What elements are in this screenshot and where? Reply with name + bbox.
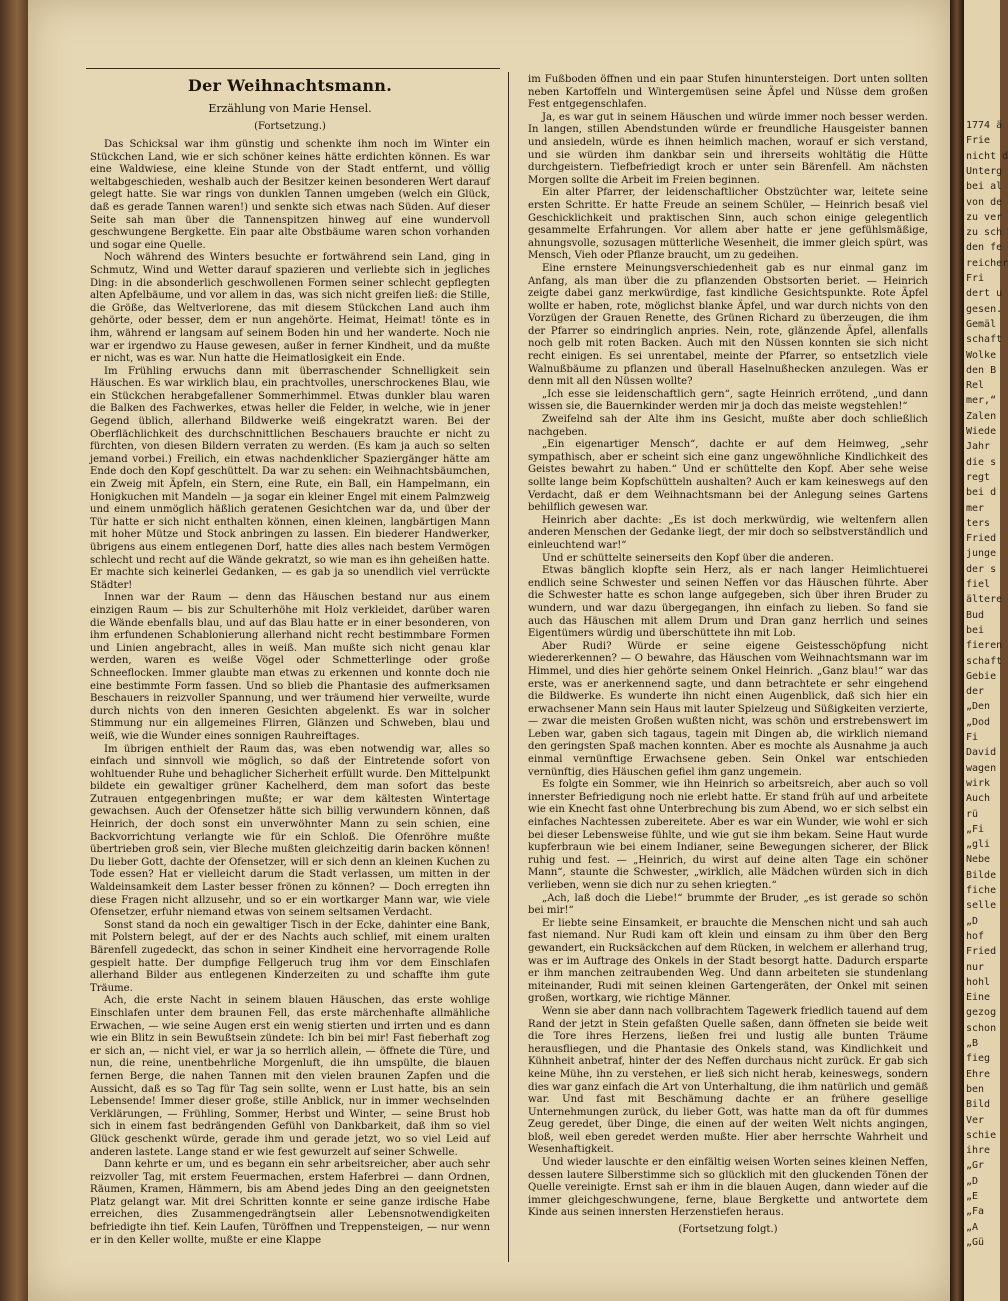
- to-be-continued: (Fortsetzung folgt.): [678, 1224, 778, 1236]
- article-subtitle: Erzählung von Marie Hensel.: [208, 102, 372, 115]
- paragraph: Im Frühling erwuchs dann mit überraschender Schnelligkeit sein Häuschen. Es war wirklich blau, ein prachtvolles, unerschrockenes Blau, wie ein Stückchen herabgefallener Sommerhimmel. Etwas dunkler blau waren die Balken des Fachwerkes, etwas heller die Felder, in welche, wie in jener Gegend üblich, allerhand Bildwerke weiß eingekratzt waren. Bei der Oberflächlichkeit des durchschnittlichen Beschauers brauchte er nicht zu fürchten, von diesen Bildern verraten zu werden. (Es kam ja auch so selten jemand vorbei.) Freilich, ein etwas nachdenklicher Spaziergänger hätte am Ende doch den Kopf geschüttelt. Da war zu sehen: ein Weihnachtsbäumchen, ein Zweig mit Äpfeln, ein Stern, eine Rute, ein Ball, ein Hampelmann, ein Honigkuchen mit Mandeln — ja sogar ein kleiner Engel mit einem Palmzweig und einem unmöglich häßlich geratenen Gesichtchen war da, und über der Tür hatte er sich nicht enthalten können, einen kleinen, langbärtigen Mann mit hoher Mütze und Stock anbringen zu lassen. Ein biederer Handwerker, übrigens aus einem entlegenen Dorf, hatte dies alles nach bestem Vermögen schlecht und recht auf die Wände gekratzt, so wie man es ihn geheißen hatte. Er machte sich keinerlei Gedanken, — es gab ja so unendlich viel verrückte Städter!: [90, 365, 490, 591]
- paragraph: Heinrich aber dachte: „Es ist doch merkwürdig, wie weltenfern allen anderen Menschen der Gedanke liegt, der mir doch so selbstverständlich und einleuchtend war!“: [528, 514, 928, 551]
- adjacent-page-fragment: 1774 ä: [966, 120, 1003, 131]
- adjacent-page-fragment: bei: [966, 624, 985, 636]
- adjacent-page-fragment: hohl: [966, 976, 991, 988]
- adjacent-page-fragment: von de: [966, 196, 1003, 208]
- left-column: [90, 74, 490, 1254]
- adjacent-page-fragment: ihre: [966, 1145, 991, 1157]
- adjacent-page-fragment: Gebie: [966, 670, 997, 682]
- paragraph: im Fußboden öffnen und ein paar Stufen hinuntersteigen. Dort unten sollten neben Kartoffeln und Wintergemüsen seine Äpfel und Nüsse dem großen Fest entgegenschlafen.: [528, 74, 928, 111]
- adjacent-page-fragment: gezog: [966, 1007, 997, 1019]
- adjacent-page-fragment: schon: [966, 1022, 997, 1034]
- paragraph: Zweifelnd sah der Alte ihm ins Gesicht, mußte aber doch schließlich nachgeben.: [528, 414, 928, 438]
- adjacent-page-fragment: rü: [966, 808, 979, 820]
- right-column: [528, 74, 928, 1254]
- adjacent-page-fragment: mer: [966, 502, 985, 514]
- continuation-note: (Fortsetzung.): [254, 121, 326, 132]
- adjacent-page-fragment: „E: [966, 1191, 979, 1202]
- paragraph: Im übrigen enthielt der Raum das, was eben notwendig war, alles so einfach und sinnvoll wie möglich, so daß der Eintretende sofort von wohltuender Ruhe und behaglicher Sicherheit erfüllt wurde. Den Mittelpunkt bildete ein gewaltiger grüner Kachelherd, dem man sofort das beste Zutrauen entgegenbringen mußte; er war dem kältesten Wintertage gewachsen. Auch der Ofensetzer hätte sich billig verwundern können, daß Heinrich, der doch sonst ein unverwöhnter Mann zu sein schien, eine Backvorrichtung verlangte wie für ein Schloß. Die Ofenröhre mußte übertrieben groß sein, vier Bleche mußten gleichzeitig darin backen können! Du lieber Gott, dachte der Ofensetzer, will er sich denn an kleinen Kuchen zu Tode essen? Hat er vielleicht darum die Stadt verlassen, um mitten in der Waldeinsamkeit dem Laster besser frönen zu können? — Doch erregten ihn diese Fragen nicht allzusehr, und so er ein wortkarger Mann war, wie viele Ofensetzer, erfuhr niemand etwas von seinem seltsamen Verdacht.: [90, 743, 490, 919]
- adjacent-page-fragment: wagen: [966, 762, 997, 774]
- adjacent-page-fragment: selle: [966, 900, 997, 912]
- adjacent-page-fragment: reicher: [966, 257, 1008, 269]
- paragraph: Es folgte ein Sommer, wie ihn Heinrich so arbeitsreich, aber auch so voll innerster Befriedigung noch nie erlebt hatte. Er stand früh auf und arbeitete wie ein Knecht fast ohne Unterbrechung bis zum Abend, wo er sich selbst ein einfaches Nachtessen zubereitete. Aber es war ein Wunder, wie wohl er sich bei dieser Lebensweise fühlte, und wie gut sie ihm bekam. Seine Haut wurde kupferbraun wie bei einem Indianer, seine Bewegungen sicherer, der Blick ruhig und fest. — „Heinrich, du wirst auf deine alten Tage ein schöner Mann“, staunte die Schwester, „wirklich, alle Mädchen würden sich in dich verlieben, wenn sie dich nur zu sehen kriegten.“: [528, 779, 928, 891]
- adjacent-page-fragment: Bud: [966, 609, 985, 621]
- column-divider: [508, 72, 509, 1262]
- adjacent-page-fragment: fieg: [966, 1053, 991, 1065]
- page-gutter: [950, 0, 964, 1301]
- adjacent-page-fragment: zu ver: [966, 211, 1003, 223]
- adjacent-page-fragment: „B: [966, 1038, 979, 1049]
- adjacent-page-fragment: „gli: [966, 839, 991, 851]
- adjacent-page-fragment: Gemäl: [966, 318, 997, 330]
- adjacent-page-fragment: Bild: [966, 1099, 991, 1111]
- adjacent-page-fragment: „Fa: [966, 1206, 985, 1218]
- adjacent-page-fragment: regt: [966, 471, 991, 483]
- adjacent-page-fragment: Wolke: [966, 349, 997, 361]
- paragraph: Eine ernstere Meinungsverschiedenheit gab es nur einmal ganz im Anfang, als man über die zu pflanzenden Obstsorten beriet. — Heinrich zeigte dabei ganz merkwürdige, fast kindliche Gesichtspunkte. Rote Äpfel wollte er haben, rote, möglichst blanke Äpfel, und war durch nichts von den Vorzügen der Grauen Renette, des Grünen Richard zu überzeugen, die ihm der Pfarrer so eindringlich anpries. Nein, rote, glänzende Äpfel, allenfalls noch gelb mit roten Backen. Auch mit den Nüssen konnten sie sich nicht recht einigen. Es sei unrentabel, meinte der Pfarrer, so entsetzlich viele Walnußbäume zu pflanzen und überall Haselnußhecken anzulegen. Was er denn mit all den Nüssen wollte?: [528, 262, 928, 388]
- adjacent-page-fragment: den fe: [966, 242, 1003, 254]
- adjacent-page-fragment: Fri: [966, 273, 985, 284]
- adjacent-page-fragment: Rel: [966, 380, 985, 392]
- adjacent-page-fragment: fiel: [966, 579, 991, 590]
- adjacent-page-fragment: Eine: [966, 992, 991, 1004]
- header-rule: [86, 68, 500, 69]
- adjacent-page-fragment: dert u: [966, 288, 1003, 300]
- paragraph: Und er schüttelte seinerseits den Kopf über die anderen.: [542, 552, 834, 564]
- adjacent-page-fragment: wirk: [966, 777, 991, 789]
- adjacent-page-fragment: Fried: [966, 533, 997, 545]
- adjacent-page-fragment: Ver: [966, 1114, 985, 1126]
- adjacent-page-fragment: junge: [966, 548, 997, 560]
- adjacent-page-fragment: schaft: [966, 655, 1003, 667]
- adjacent-page-fragment: Wiede: [966, 426, 997, 437]
- paragraph: Ein alter Pfarrer, der leidenschaftlicher Obstzüchter war, leitete seine ersten Schritte. Er hatte Freude an seinem Schüler, — Heinrich besaß viel Geschicklichkeit und praktischen Sinn, auch schon einige gelegentlich gesammelte Erfahrungen. Vor allem aber hatte er jene gefühlsmäßige, ahnungsvolle, sozusagen mütterliche Wesenheit, die immer gleich spürt, was Mensch, Vieh oder Pflanze braucht, um zu gedeihen.: [528, 187, 928, 262]
- adjacent-page-edge: [964, 0, 1008, 1301]
- adjacent-page-fragment: „Gr: [966, 1160, 985, 1172]
- paragraph: „Ach, laß doch die Liebe!“ brummte der Bruder, „es ist gerade so schön bei mir!“: [528, 892, 928, 917]
- book-binding: [0, 0, 28, 1301]
- paragraph: Er liebte seine Einsamkeit, er brauchte die Menschen nicht und sah auch fast niemand. Nur Rudi kam oft klein und einsam zu ihm über den Berg gewandert, ein Rucksäckchen auf dem Rücken, in welchem er allerhand trug, was er im Auftrage des Onkels in der Stadt besorgt hatte. Dadurch ersparte er ihm manchen zeitraubenden Weg. Und dann arbeiteten sie stundenlang miteinander, Rudi mit seinen kleinen Gartengeräten, der Onkel mit seinen großen, wortkarg, wie richtige Männer.: [528, 917, 928, 1005]
- adjacent-page-fragment: Jahr: [966, 441, 991, 453]
- adjacent-page-fragment: fiche: [966, 885, 997, 896]
- paragraph: Ja, es war gut in seinem Häuschen und würde immer noch besser werden. In langen, stillen Abendstunden würde er freundliche Hausgeister bannen und ansiedeln, würde es ihnen heimlich machen, worauf er sich verstand, und sie würden ihm dankbar sein und ihrerseits wohltätig die Hütte durchgeistern. Tiefbefriedigt kroch er unter sein Bärenfell. Am nächsten Morgen sollte die Arbeit im Freien beginnen.: [528, 111, 928, 186]
- adjacent-page-fragment: „Fi: [966, 823, 985, 835]
- adjacent-page-fragment: „D: [966, 915, 979, 927]
- paragraph: „Ein eigenartiger Mensch“, dachte er auf dem Heimweg, „sehr sympathisch, aber er scheint sich eine ganz ungewöhnliche Kindlichkeit des Geistes bewahrt zu haben.“ Und er schüttelte den Kopf. Aber sehe weise sollte lange beim Kopfschütteln aushalten? Auch er kam keineswegs auf den Verdacht, daß er dem Weihnachtsmann bei der Anlegung seines Gartens behilflich gewesen war.: [528, 439, 928, 514]
- adjacent-page-fragment: schaft: [966, 334, 1003, 346]
- adjacent-page-fragment: nicht d: [966, 150, 1008, 162]
- adjacent-page-fragment: der s: [966, 563, 997, 575]
- adjacent-page-fragment: nur: [966, 961, 985, 973]
- paragraph: Wenn sie aber dann nach vollbrachtem Tagewerk friedlich tauend auf dem Rand der jetzt in Stein gefaßten Quelle saßen, dann öffneten sie beide weit die Tore ihres Herzens, ließen frei und lustig alle bunten Träume herausfliegen, und die Phantasie des Onkels stand, was Kindlichkeit und Kühnheit anbetraf, hinter der des Neffen durchaus nicht zurück. Er gab sich keine Mühe, ihn zu verstehen, er ließ sich nicht herab, keineswegs, sondern dies war ganz einfach die Art von Unterhaltung, die ihm natürlich und gemäß war. Und fast mit Beschämung dachte er an frühere gesellige Unternehmungen zurück, du lieber Gott, was hatte man da oft für dummes Zeug geredet, über Dinge, die einen auf der weiten Welt nichts angingen, bloß, weil eben geredet werden mußte. Hier aber herrschte Wahrheit und Wesenhaftigkeit.: [528, 1005, 928, 1156]
- adjacent-page-fragment: bei d: [966, 487, 997, 499]
- adjacent-page-fragment: hof: [966, 930, 985, 942]
- article-title: Der Weihnachtsmann.: [187, 76, 393, 95]
- adjacent-page-fragment: Nebe: [966, 854, 991, 866]
- adjacent-page-fragment: Ehre: [966, 1068, 991, 1080]
- adjacent-page-fragment: „A: [966, 1221, 979, 1233]
- adjacent-page-fragment: den B: [966, 364, 997, 376]
- adjacent-page-fragment: Frie: [966, 135, 991, 147]
- adjacent-page-fragment: die s: [966, 456, 997, 468]
- paragraph: Noch während des Winters besuchte er fortwährend sein Land, ging in Schmutz, Wind und Wetter darauf spazieren und verliebte sich in jegliches Ding: in die absonderlich geschwollenen Formen seiner schlecht gepflegten alten Apfelbäume, und vor allem in das, was sich nicht greifen ließ: die Stille, die Größe, das Weltverlorene, das mit diesem Stückchen Land auch ihm gehörte, oder besser, dem er nun angehörte. Heimat, Heimat! tönte es in ihm, während er langsam auf seinem Boden hin und her wanderte. Noch nie war er irgendwo zu Hause gewesen, außer in ferner Kindheit, und da mußte er nicht, was es war. Nun hatte die Heimatlosigkeit ein Ende.: [90, 252, 490, 365]
- adjacent-page-fragment: zu sch: [966, 227, 1003, 239]
- adjacent-page-fragment: David: [966, 747, 997, 759]
- adjacent-page-fragment: gesen.: [966, 303, 1003, 315]
- adjacent-page-fragment: Auch: [966, 793, 991, 805]
- paragraph: Dann kehrte er um, und es begann ein sehr arbeitsreicher, aber auch sehr reizvoller Tag, mit erstem Feuermachen, erstem Haferbrei — dann Ordnen, Räumen, Kramen, Hämmern, bis am Abend jedes Ding an den geeignetsten Platz gelangt war. Mit drei Schritten konnte er seine ganze irdische Habe erreichen, dies Zusammengedrängtsein aller Lebensnotwendigkeiten befriedigte ihn tief. Kein Laufen, Türöffnen und Treppensteigen, — nur wenn er in den Keller wollte, mußte er eine Klappe: [90, 1159, 490, 1246]
- adjacent-page-fragment: mer,“: [966, 395, 997, 407]
- adjacent-page-fragment: Bilde: [966, 869, 997, 881]
- paragraph: Und wieder lauschte er den einfältig weisen Worten seines kleinen Neffen, dessen lautere Silberstimme sich so glücklich mit den gluckenden Tönen der Quelle vereinigte. Ernst sah er ihm in die blauen Augen, dann wieder auf die immer gleichgeschwungene, ferne, blaue Bergkette und antwortete dem Kinde aus seinen innersten Herzenstiefen heraus.: [528, 1157, 928, 1219]
- paragraph: Aber Rudi? Würde er seine eigene Geistesschöpfung nicht wiedererkennen? — O bewahre, das Häuschen vom Weihnachtsmann war im Himmel, und dies hier gehörte seinem Onkel Heinrich. „Ganz blau!“ war das erste, was er anerkennend sagte, und dann betrachtete er sehr eingehend die Bildwerke. Es wunderte ihn nicht einen Augenblick, daß sich hier ein erwachsener Mann sein Haus mit lauter Spielzeug und Süßigkeiten verzierte, — zwar die meisten Großen wußten nicht, was schön und erstrebenswert im Leben war, gaben sich tagaus, tagein mit Dingen ab, die wirklich niemand den geringsten Spaß machen konnten. Aber es mochte als Ausnahme ja auch einmal vernünftige Erwachsene geben. Sein Onkel war entschieden vernünftig, dies Häuschen gefiel ihm ganz ungemein.: [528, 640, 928, 778]
- adjacent-page-fragment: Zalen: [966, 410, 997, 422]
- paragraph: „Ich esse sie leidenschaftlich gern“, sagte Heinrich errötend, „und dann wissen sie, die Bauernkinder werden mir ja doch das meiste wegstehlen!“: [528, 388, 928, 413]
- paragraph: Innen war der Raum — denn das Häuschen bestand nur aus einem einzigen Raum — bis zur Schulterhöhe mit Holz verkleidet, darüber waren die Wände ebenfalls blau, und auf das Blau hatte er in einer besonderen, von ihm erfundenen Schablonierung allerhand nicht recht bestimmbare Formen und Linien angebracht, alles in weiß. Man mußte sich nicht genau klar werden, waren es weiße Vögel oder Schmetterlinge oder große Schneeflocken. Immer glaubte man etwas zu erkennen und konnte doch nie eine bestimmte Form fassen. Und so blieb die Phantasie des aufmerksamen Beschauers in reizvoller Spannung, und wer träumend hier verweilte, wurde durch nichts von den inneren Gesichten abgelenkt. Es war in solcher Stimmung nur ein allgemeines Flirren, Glänzen und Schweben, blau und weiß, wie die Wunder eines sonnigen Rauhreiftages.: [90, 592, 490, 742]
- adjacent-page-fragment: „Den: [966, 701, 991, 713]
- adjacent-page-fragment: „Dod: [966, 716, 991, 728]
- adjacent-page-fragment: fieren: [966, 640, 1003, 652]
- adjacent-page-fragment: der: [966, 686, 985, 698]
- paragraph: Etwas bänglich klopfte sein Herz, als er nach langer Heimlichtuerei endlich seine Schwester und seinen Neffen vor das Häuschen führte. Aber die Schwester hatte es schon lange aufgegeben, sich über ihren Bruder zu wundern, und war dazu übergegangen, ihn einfach zu lieben. So fand sie auch das Häuschen mit allem Drum und Dran ganz herrlich und seines Eigentümers würdig und überschüttete ihn mit Lob.: [528, 565, 928, 640]
- adjacent-page-fragment: bei al: [966, 181, 1003, 193]
- paragraph: Sonst stand da noch ein gewaltiger Tisch in der Ecke, dahinter eine Bank, mit Polstern belegt, auf der er des Nachts auch schlief, mit einem uralten Bärenfell zugedeckt, das schon in seiner Kindheit eine hervorragende Rolle gespielt hatte. Der dumpfige Fellgeruch trug ihm vor dem Einschlafen allerhand Bilder aus entlegenen Kinderzeiten zu und schaffte ihm gute Träume.: [90, 919, 490, 994]
- paragraph: Ach, die erste Nacht in seinem blauen Häuschen, das erste wohlige Einschlafen unter dem braunen Fell, das erste märchenhafte allmähliche Erwachen, — wie seine Augen erst ein wenig stierten und irrten und es dann wie ein Blitz in sein Bewußtsein zündete: Ich bin bei mir! Fast fieberhaft zog er sich an, — nicht viel, er war ja so herrlich allein, — öffnete die Türe, und nun, die reine, unentbehrliche Morgenluft, die ihn umspülte, die blauen fernen Berge, die nahen Tannen mit den vielen braunen Zapfen und die Aussicht, daß es so Tag für Tag sein sollte, wenn er Lust hatte, bis an sein Lebensende! Immer dieser große, stille Anblick, nur in immer wechselnden Verklärungen, — Frühling, Sommer, Herbst und Winter, — seine Brust hob sich in einem fast bedrängenden Gefühl von Dankbarkeit, daß ihm so viel Glück geschenkt würde, gerade ihm und gerade jetzt, wo so viel Leid auf anderen lastete. Lange stand er wie fest gewurzelt auf seiner Schwelle.: [90, 995, 490, 1158]
- adjacent-page-fragment: ältere: [966, 594, 1003, 606]
- paragraph: Das Schicksal war ihm günstig und schenkte ihm noch im Winter ein Stückchen Land, wie er sich schöner keines hätte erdichten können. Es war eine Waldwiese, eine kleine Stunde von der Stadt entfernt, und völlig weltabgeschieden, weshalb auch der Besitzer keinen besonderen Wert darauf gelegt hatte. Sie war rings von dunklen Tannen umgeben (welch ein Glück, daß es gerade Tannen waren!) und senkte sich etwas nach Süden. Auf dieser Seite sah man über die Tannenspitzen hinweg auf eine wundervoll geschwungene Bergkette. Ein paar alte Obstbäume waren schon vorhanden und sogar eine Quelle.: [90, 139, 490, 251]
- adjacent-page-fragment: „Gü: [966, 1236, 985, 1248]
- adjacent-page-fragment: ters: [966, 517, 991, 529]
- adjacent-page-fragment: Fi: [966, 732, 979, 743]
- adjacent-page-fragment: „D: [966, 1175, 979, 1187]
- adjacent-page-fragment: Fried: [966, 946, 997, 958]
- adjacent-page-fragment: ben: [966, 1083, 985, 1095]
- adjacent-page-fragment: schie: [966, 1129, 997, 1141]
- adjacent-page-fragment: Unterg: [966, 165, 1003, 177]
